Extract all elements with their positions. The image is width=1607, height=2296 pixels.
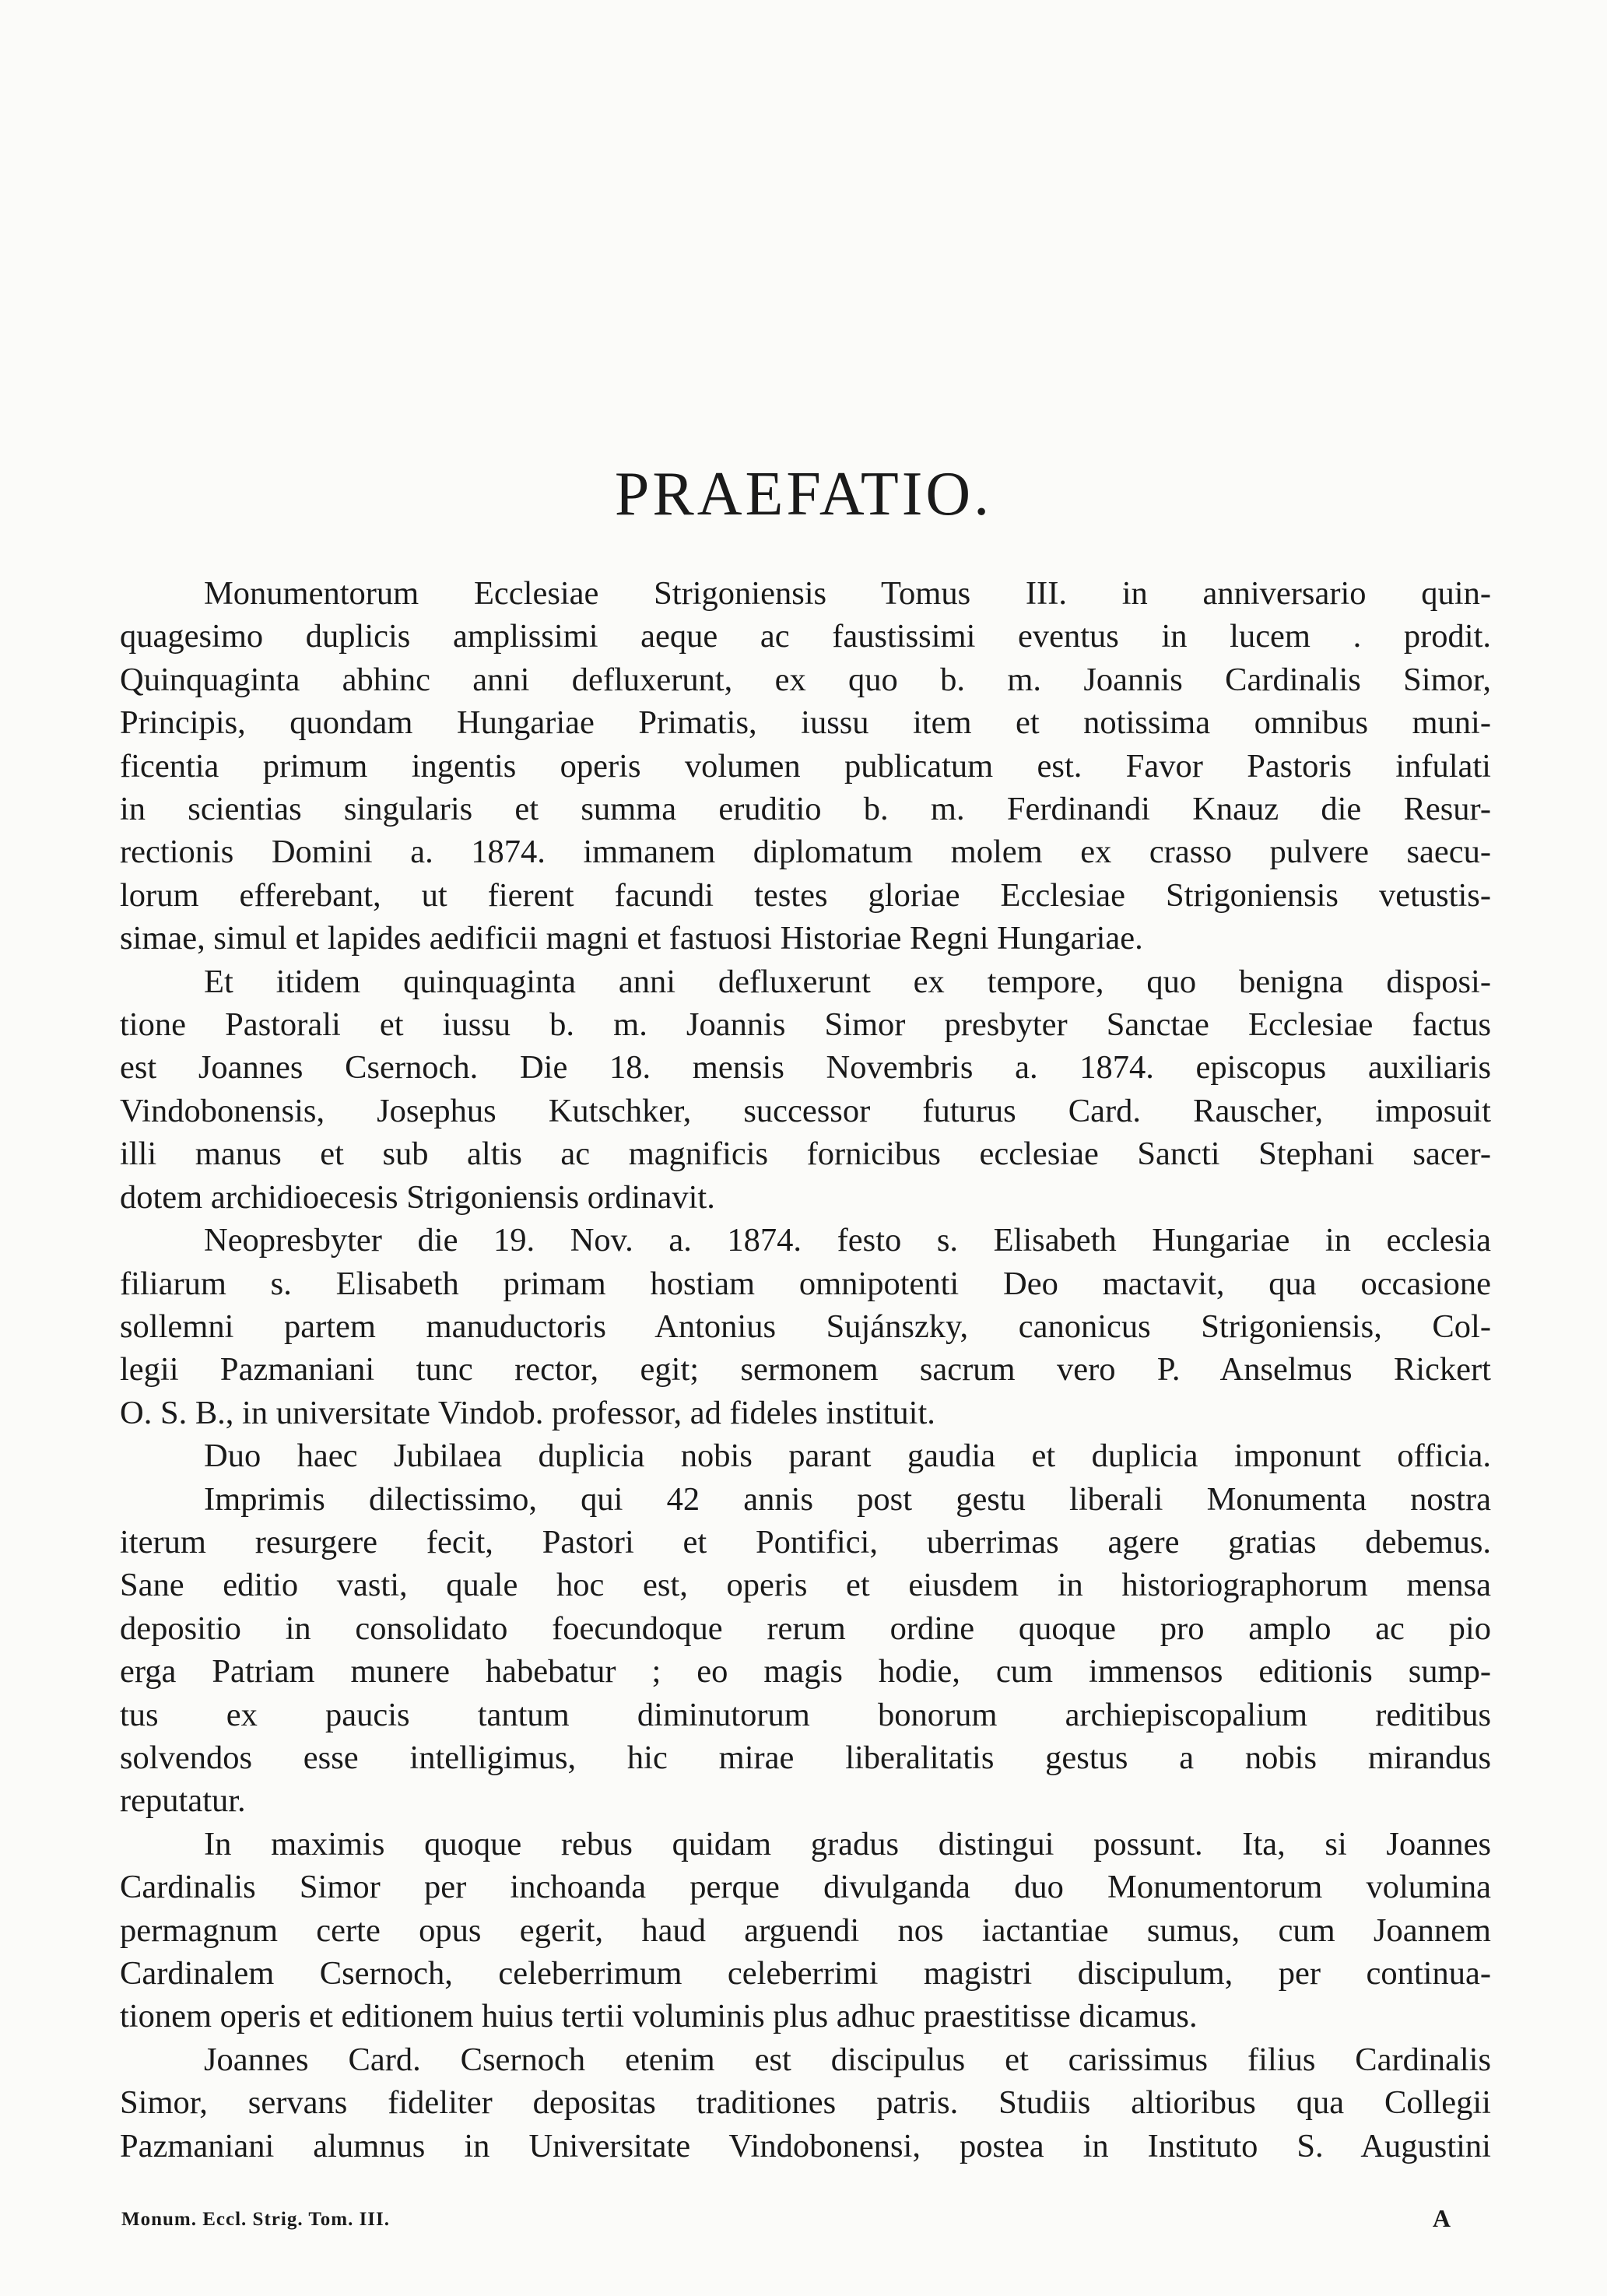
preface-body xyxy=(120,572,1491,2168)
text-line: Duo haec Jubilaea duplicia nobis parant gaudia et duplicia imponunt officia. xyxy=(204,1438,1491,1475)
text-line: ficentia primum ingentis operis volumen publicatum est. Favor Pastoris infulati xyxy=(120,747,1491,785)
text-line: Principis, quondam Hungariae Primatis, iussu item et notissima omnibus muni- xyxy=(120,704,1491,742)
text-line: sollemni partem manuductoris Antonius Sujánszky, canonicus Strigoniensis, Col- xyxy=(120,1308,1491,1345)
text-line: erga Patriam munere habebatur ; eo magis hodie, cum immensos editionis sump- xyxy=(120,1653,1491,1690)
text-line: Sane editio vasti, quale hoc est, operis et eiusdem in historiographorum mensa xyxy=(120,1567,1491,1604)
text-line: Pazmaniani alumnus in Universitate Vindobonensi, postea in Instituto S. Augustini xyxy=(120,2127,1491,2164)
text-line: In maximis quoque rebus quidam gradus distingui possunt. Ita, si Joannes xyxy=(204,1825,1491,1862)
text-line: filiarum s. Elisabeth primam hostiam omnipotenti Deo mactavit, qua occasione xyxy=(120,1265,1491,1302)
text-line: Joannes Card. Csernoch etenim est discipulus et carissimus filius Cardinalis xyxy=(204,2041,1491,2078)
text-line: Imprimis dilectissimo, qui 42 annis post gestu liberali Monumenta nostra xyxy=(204,1480,1491,1518)
text-line: Monumentorum Ecclesiae Strigoniensis Tomus III. in anniversario quin- xyxy=(204,575,1491,612)
text-line: simae, simul et lapides aedificii magni et fastuosi Historiae Regni Hungariae. xyxy=(120,920,1143,957)
text-line: quagesimo duplicis amplissimi aeque ac faustissimi eventus in lucem . prodit. xyxy=(120,618,1491,655)
running-footer: Monum. Eccl. Strig. Tom. III. xyxy=(121,2209,391,2230)
text-line: reputatur. xyxy=(120,1782,246,1820)
text-line: tionem operis et editionem huius tertii voluminis plus adhuc praestitisse dicamus. xyxy=(120,1998,1198,2035)
text-line: Neopresbyter die 19. Nov. a. 1874. festo s. Elisabeth Hungariae in ecclesia xyxy=(204,1222,1491,1259)
page-footer xyxy=(121,2204,1451,2240)
text-line: iterum resurgere fecit, Pastori et Pontifici, uberrimas agere gratias debemus. xyxy=(120,1523,1491,1561)
text-line: permagnum certe opus egerit, haud arguendi nos iactantiae sumus, cum Joannem xyxy=(120,1912,1491,1949)
text-line: legii Pazmaniani tunc rector, egit; sermonem sacrum vero P. Anselmus Rickert xyxy=(120,1351,1491,1388)
text-line: in scientias singularis et summa eruditio b. m. Ferdinandi Knauz die Resur- xyxy=(120,791,1491,828)
text-line: tione Pastorali et iussu b. m. Joannis Simor presbyter Sanctae Ecclesiae factus xyxy=(120,1006,1491,1044)
text-line: est Joannes Csernoch. Die 18. mensis Novembris a. 1874. episcopus auxiliaris xyxy=(120,1049,1491,1087)
text-line: Simor, servans fideliter depositas traditiones patris. Studiis altioribus qua Collegii xyxy=(120,2084,1491,2122)
text-line: Et itidem quinquaginta anni defluxerunt ex tempore, quo benigna disposi- xyxy=(204,963,1491,1000)
text-line: Cardinalis Simor per inchoanda perque divulganda duo Monumentorum volumina xyxy=(120,1869,1491,1906)
text-line: Quinquaginta abhinc anni defluxerunt, ex quo b. m. Joannis Cardinalis Simor, xyxy=(120,661,1491,698)
signature-mark: A xyxy=(1432,2204,1451,2232)
text-line: solvendos esse intelligimus, hic mirae liberalitatis gestus a nobis mirandus xyxy=(120,1739,1491,1776)
page-title: PRAEFATIO. xyxy=(614,460,993,528)
text-line: Cardinalem Csernoch, celeberrimum celeberrimi magistri discipulum, per continua- xyxy=(120,1955,1491,1992)
text-line: illi manus et sub altis ac magnificis fornicibus ecclesiae Sancti Stephani sacer- xyxy=(120,1136,1491,1173)
text-line: rectionis Domini a. 1874. immanem diplomatum molem ex crasso pulvere saecu- xyxy=(120,834,1491,871)
text-line: dotem archidioecesis Strigoniensis ordinavit. xyxy=(120,1178,715,1216)
text-line: Vindobonensis, Josephus Kutschker, successor futurus Card. Rauscher, imposuit xyxy=(120,1092,1491,1129)
text-line: O. S. B., in universitate Vindob. professor, ad fideles instituit. xyxy=(120,1394,935,1431)
text-line: tus ex paucis tantum diminutorum bonorum archiepiscopalium reditibus xyxy=(120,1696,1491,1733)
text-line: lorum efferebant, ut fierent facundi testes gloriae Ecclesiae Strigoniensis vetustis- xyxy=(120,876,1491,914)
text-line: depositio in consolidato foecundoque rerum ordine quoque pro amplo ac pio xyxy=(120,1610,1491,1647)
